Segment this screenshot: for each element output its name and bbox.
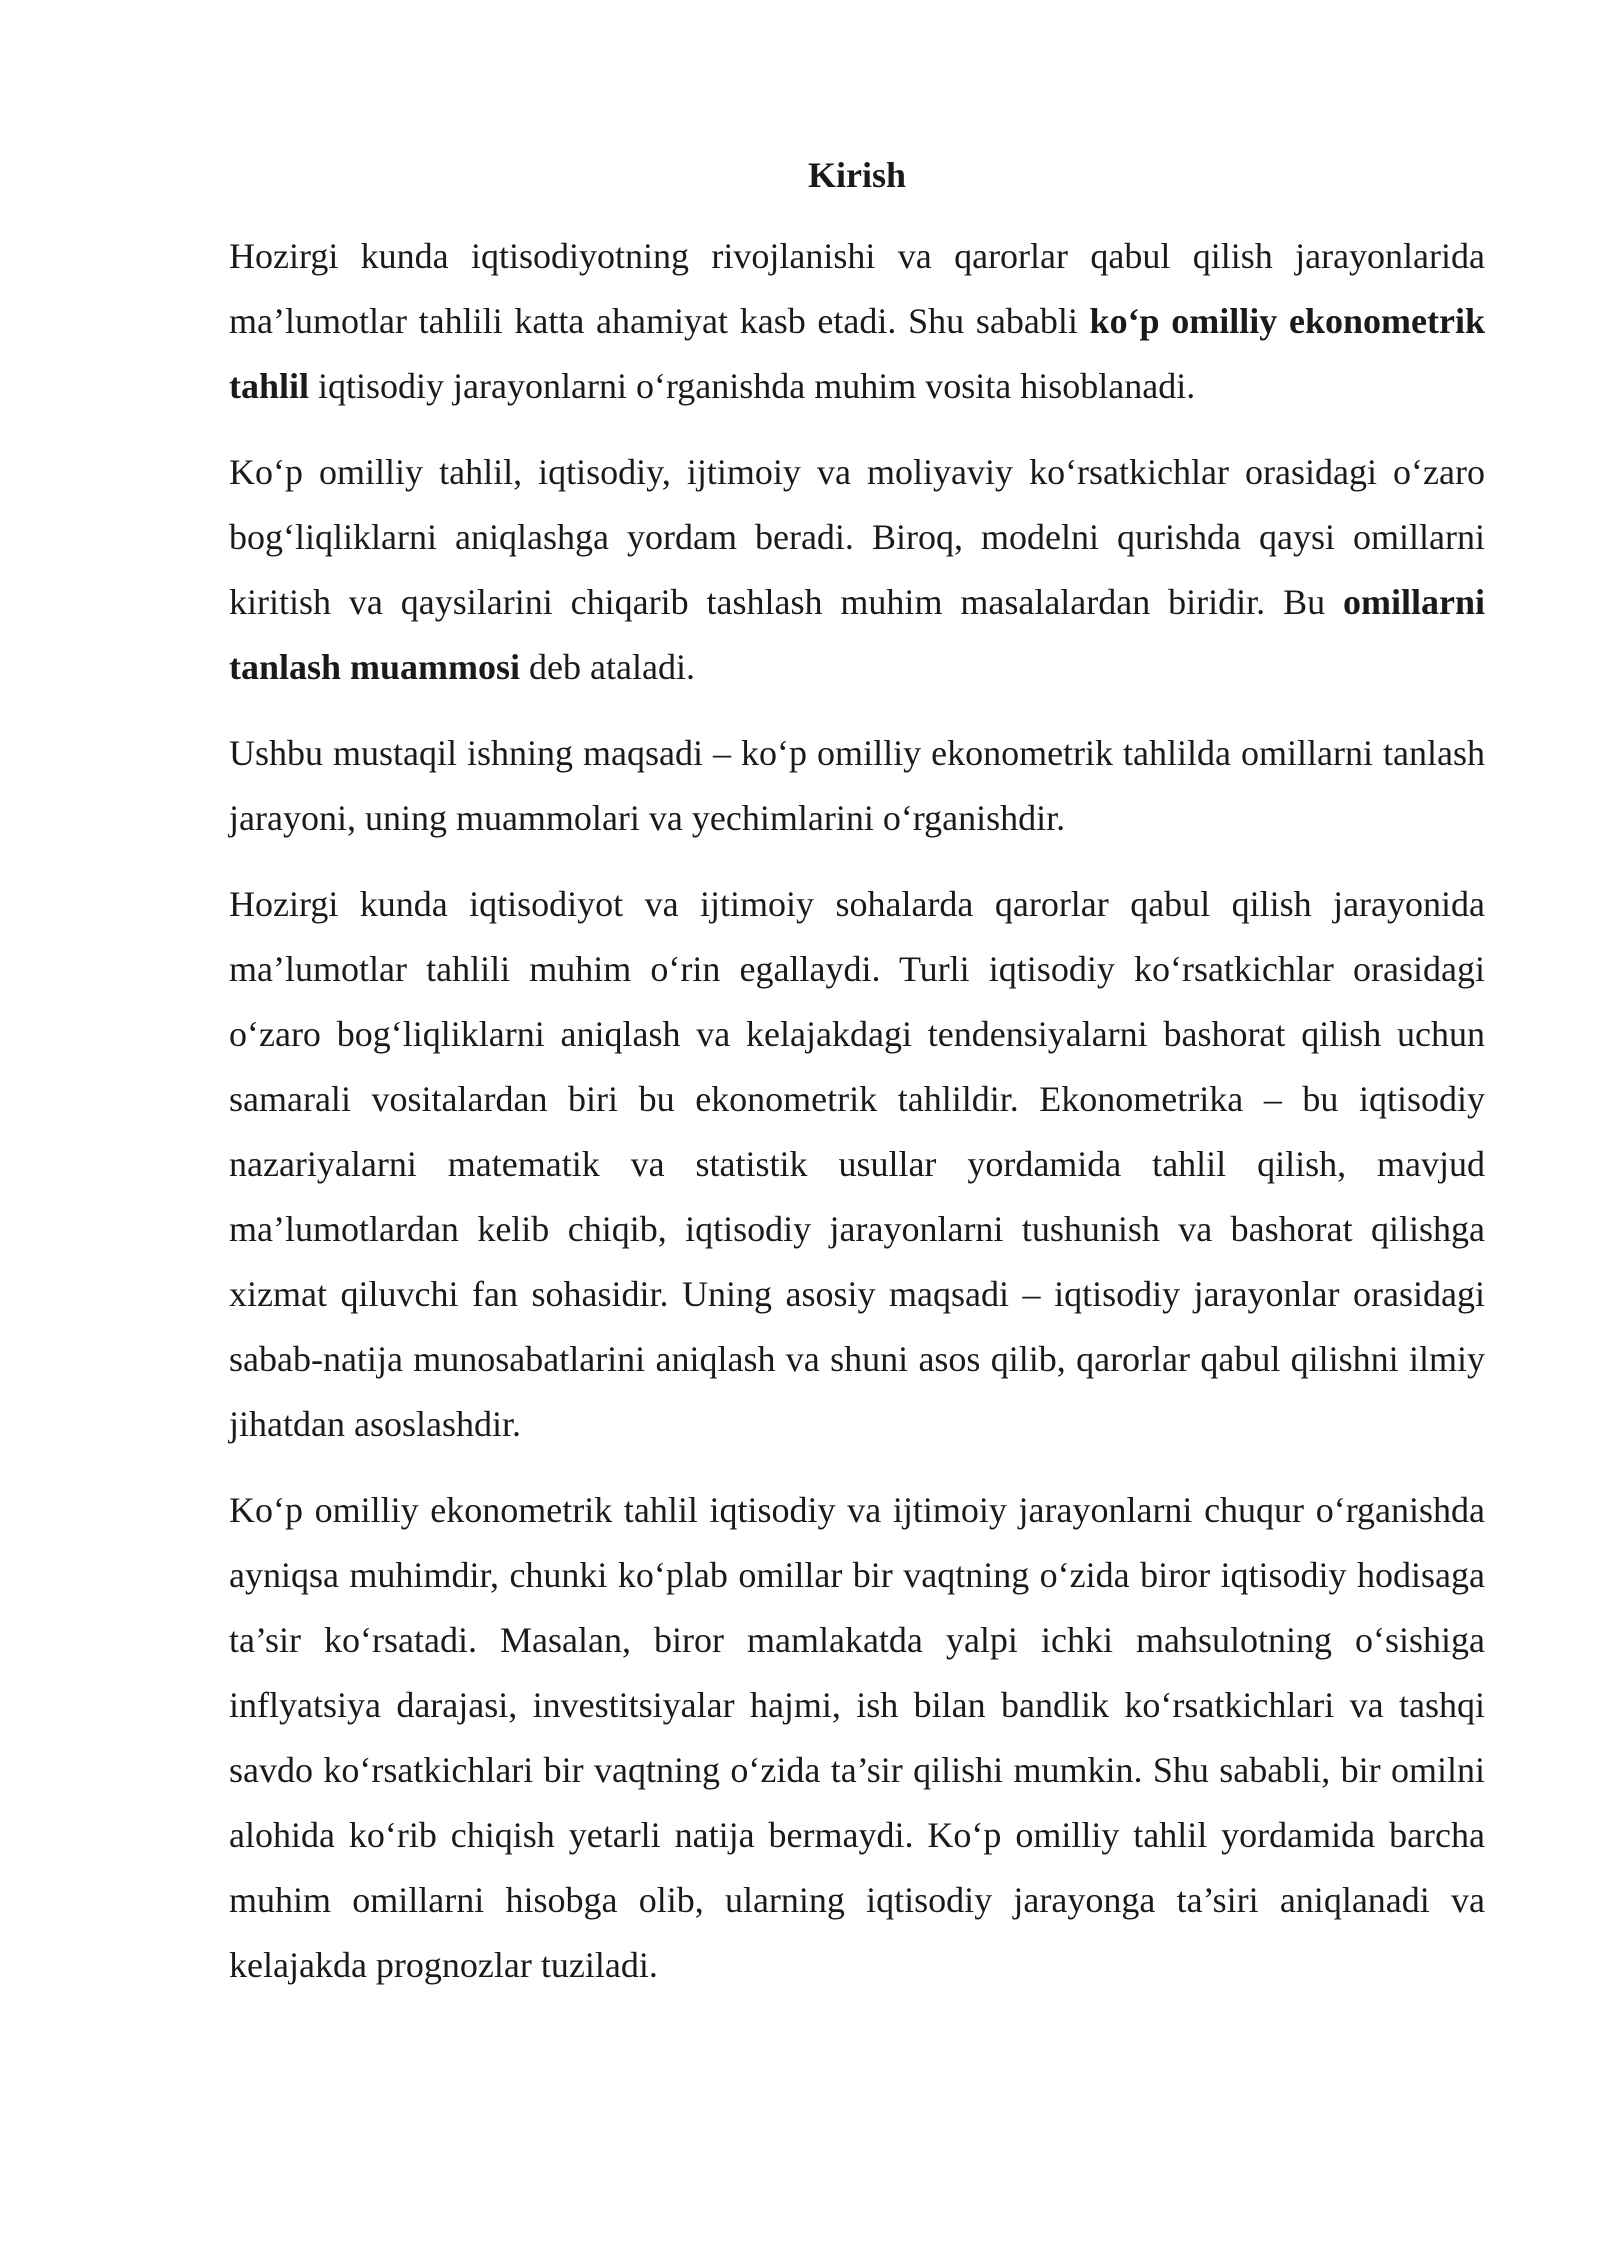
paragraph-1-text-end: iqtisodiy jarayonlarni o‘rganishda muhim vosita hisoblanadi.: [309, 366, 1196, 406]
paragraph-5: Ko‘p omilliy ekonometrik tahlil iqtisodiy va ijtimoiy jarayonlarni chuqur o‘rganishda ayniqsa muhimdir, chunki ko‘plab omillar bir vaqtning o‘zida biror iqtisodiy hodisaga ta’sir ko‘rsatadi. Masalan, biror mamlakatda yalpi ichki mahsulotning o‘sishiga inflyatsiya darajasi, investitsiyalar hajmi, ish bilan bandlik ko‘rsatkichlari va tashqi savdo ko‘rsatkichlari bir vaqtning o‘zida ta’sir qilishi mumkin. Shu sababli, bir omilni alohida ko‘rib chiqish yetarli natija bermaydi. Ko‘p omilliy tahlil yordamida barcha muhim omillarni hisobga olib, ularning iqtisodiy jarayonga ta’siri aniqlanadi va kelajakda prognozlar tuziladi.: [229, 1490, 1485, 1985]
page-title: Kirish: [807, 155, 906, 195]
paragraph-1-text-start: Hozirgi kunda iqtisodiyotning rivojlanishi va qarorlar qabul qilish jarayonlarida ma’lumotlar tahlili katta ahamiyat kasb etadi. Shu sababli: [229, 236, 1485, 341]
paragraph-2-text-end: deb ataladi.: [520, 647, 695, 687]
document-body: [229, 140, 1485, 2019]
paragraph-1: [229, 224, 1485, 419]
paragraph-2-bold-term: omillarni tanlash muammosi: [229, 582, 1485, 687]
paragraph-3: Ushbu mustaqil ishning maqsadi – ko‘p omilliy ekonometrik tahlilda omillarni tanlash jarayoni, uning muammolari va yechimlarini o‘rganishdir.: [229, 733, 1485, 838]
paragraph-1-bold-term: ko‘p omilliy ekonometrik tahlil: [229, 301, 1485, 406]
paragraph-2-text-start: Ko‘p omilliy tahlil, iqtisodiy, ijtimoiy va moliyaviy ko‘rsatkichlar orasidagi o‘zaro bog‘liqliklarni aniqlashga yordam beradi. Biroq, modelni qurishda qaysi omillarni kiritish va qaysilarini chiqarib tashlash muhim masalalardan biridir. Bu: [229, 452, 1485, 622]
paragraph-4: Hozirgi kunda iqtisodiyot va ijtimoiy sohalarda qarorlar qabul qilish jarayonida ma’lumotlar tahlili muhim o‘rin egallaydi. Turli iqtisodiy ko‘rsatkichlar orasidagi o‘zaro bog‘liqliklarni aniqlash va kelajakdagi tendensiyalarni bashorat qilish uchun samarali vositalardan biri bu ekonometrik tahlildir. Ekonometrika – bu iqtisodiy nazariyalarni matematik va statistik usullar yordamida tahlil qilish, mavjud ma’lumotlardan kelib chiqib, iqtisodiy jarayonlarni tushunish va bashorat qilishga xizmat qiluvchi fan sohasidir. Uning asosiy maqsadi – iqtisodiy jarayonlar orasidagi sabab-natija munosabatlarini aniqlash va shuni asos qilib, qarorlar qabul qilishni ilmiy jihatdan asoslashdir.: [229, 884, 1485, 1444]
paragraph-2: [229, 440, 1485, 700]
